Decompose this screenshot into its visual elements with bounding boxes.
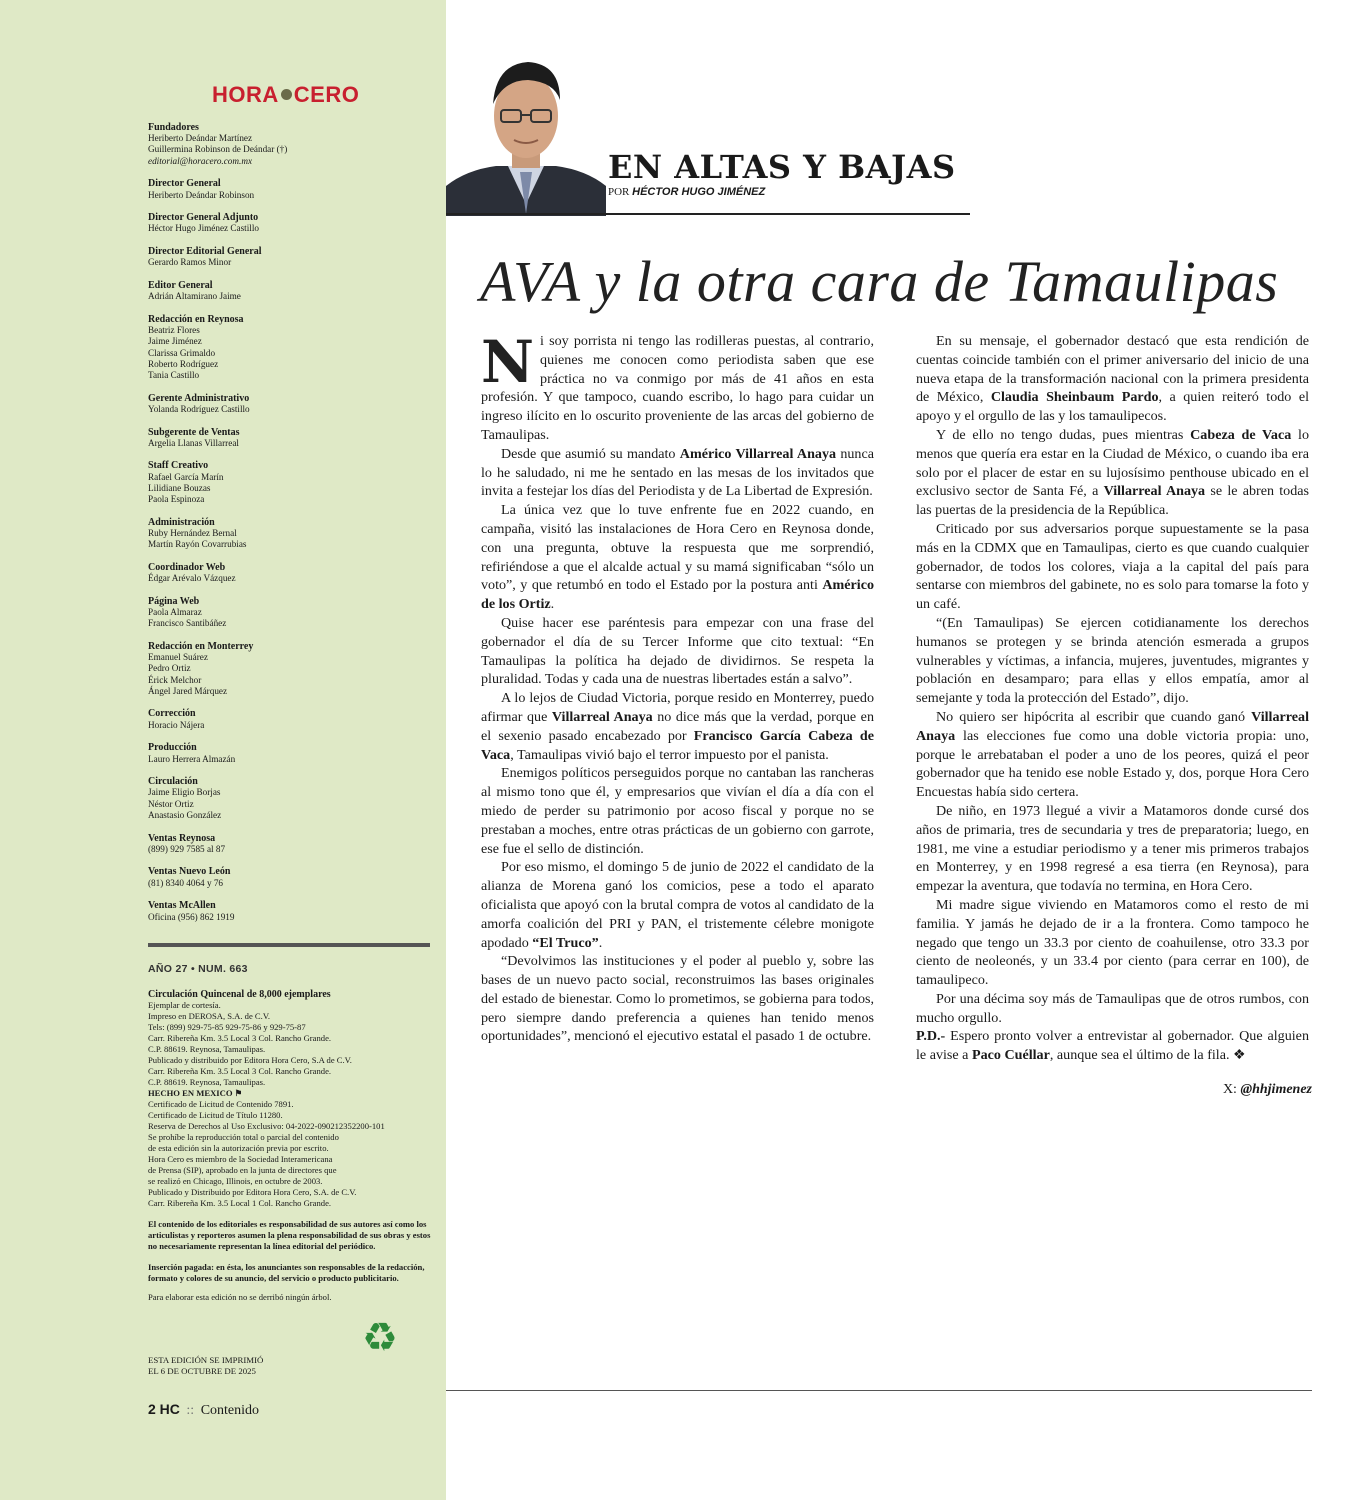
masthead-name: Lilidiane Bouzas: [148, 482, 211, 493]
masthead-name: Pedro Ortiz: [148, 663, 191, 674]
masthead-group: [148, 517, 433, 551]
masthead-role: Producción: [148, 742, 197, 754]
masthead-name: Paola Espinoza: [148, 494, 205, 505]
masthead-name: (81) 8340 4064 y 76: [148, 877, 224, 888]
masthead-role: Circulación: [148, 776, 198, 788]
column-title: EN ALTAS Y BAJAS: [608, 148, 956, 186]
masthead-name: Horacio Nájera: [148, 719, 205, 730]
masthead-name: Anastasio González: [148, 809, 222, 820]
paragraph: “(En Tamaulipas) Se ejercen cotidianamente los derechos humanos se protegen y se brinda atención esmerada a grupos vulnerables y víctimas, a infancia, mujeres, juventudes, migrantes y población en desamparo; para ellas y ellos empatía, amor al semejante y toda la protección del Estado”, dijo.: [916, 614, 1309, 707]
masthead-role: Director General Adjunto: [148, 212, 259, 224]
hora-cero-logo[interactable]: [212, 82, 359, 108]
masthead-group: [148, 246, 433, 268]
masthead-role: Corrección: [148, 708, 196, 720]
masthead-name: Érick Melchor: [148, 674, 202, 685]
paragraph: Y de ello no tengo dudas, pues mientras Cabeza de Vaca lo menos que quería era estar en la Ciudad de México, o cuando iba era solo por el placer de estar en su lujosísimo penthouse ubicado en el exclusivo sector de Santa Fé, a Villarreal Anaya se le abren todas las puertas de la presidencia de la República.: [916, 426, 1310, 519]
legal-line: Carr. Ribereña Km. 3.5 Local 3 Col. Rancho Grande.: [148, 1066, 332, 1076]
recycle-icon: ♻: [362, 1315, 398, 1360]
masthead-name: Roberto Rodríguez: [148, 358, 219, 369]
page-separator: ::: [186, 1403, 195, 1418]
masthead-group: [148, 393, 433, 415]
author-name: HÉCTOR HUGO JIMÉNEZ: [632, 186, 766, 198]
legal-line: C.P. 88619. Reynosa, Tamaulipas.: [148, 1077, 266, 1087]
legal-line: Se prohíbe la reproducción total o parcial del contenido: [148, 1132, 339, 1142]
section-name: Contenido: [200, 1403, 260, 1418]
masthead-name: Jaime Eligio Borjas: [148, 787, 221, 798]
paragraph: Ni soy porrista ni tengo las rodilleras puestas, al contrario, quienes me conocen como periodista saben que ese práctica no va conmigo por más de 41 años en esta profesión. Y que tampoco, cuando escribo, lo hago para cuidar un ingreso ilícito en lo oscurito proveniente de las arcas del gobierno de Tamaulipas.: [481, 328, 874, 443]
logo-right: CERO: [293, 82, 360, 107]
masthead-role: Administración: [148, 516, 215, 528]
masthead-name: Ruby Hernández Bernal: [148, 527, 237, 538]
masthead-role: Subgerente de Ventas: [148, 426, 240, 438]
masthead-name: (899) 929 7585 al 87: [148, 843, 226, 854]
legal-lines: [148, 1000, 433, 1088]
legal-line: C.P. 88619. Reynosa, Tamaulipas.: [148, 1044, 266, 1054]
paragraph: No quiero ser hipócrita al escribir que cuando ganó Villarreal Anaya las elecciones fue como una doble victoria propia: uno, porque le arrebataban el poder a uno de los peores, quizá el peor gobernador que ha tenido ese noble Estado y, dos, porque Hora Cero Encuestas había sido certera.: [916, 708, 1309, 801]
masthead-name: Martín Rayón Covarrubias: [148, 539, 247, 550]
paragraph: Por una décima soy más de Tamaulipas que de otros rumbos, con mucho orgullo.: [916, 990, 1309, 1026]
masthead-group: [148, 596, 433, 630]
masthead-name: Heriberto Deándar Martínez: [148, 133, 253, 144]
paragraph: A lo lejos de Ciudad Victoria, porque resido en Monterrey, puedo afirmar que Villarreal Anaya no dice más que la verdad, porque en el sexenio pasado encabezado por Francisco García Cabeza de Vaca, Tamaulipas vivió bajo el terror impuesto por el panista.: [481, 690, 874, 763]
postscript: P.D.- Espero pronto volver a entrevistar al gobernador. Que alguien le avise a Paco Cuéllar, aunque sea el último de la fila. ❖: [916, 1028, 1309, 1064]
masthead-group: [148, 900, 433, 922]
legal-line: Certificado de Licitud de Contenido 7891.: [148, 1099, 294, 1109]
masthead-name: Francisco Santibáñez: [148, 618, 227, 629]
masthead-role: Staff Creativo: [148, 460, 209, 472]
masthead-group: [148, 833, 433, 855]
legal-line: Impreso en DEROSA, S.A. de C.V.: [148, 1011, 271, 1021]
masthead-group: [148, 562, 433, 584]
masthead-role: Redacción en Reynosa: [148, 313, 244, 325]
masthead-group: [148, 742, 433, 764]
masthead-group: [148, 776, 433, 821]
paragraph: Por eso mismo, el domingo 5 de junio de 2022 el candidato de la alianza de Morena ganó los comicios, pese a todo el aparato oficialista que apoyó con la brutal compra de votos al candidato de la amorfa coalición del PRI y PAN, el tristemente célebre monigote apodado “El Truco”.: [481, 859, 874, 951]
masthead-name: Jaime Jiménez: [148, 336, 202, 347]
issue-number: AÑO 27 • NUM. 663: [148, 963, 248, 975]
column-rule: [446, 213, 970, 215]
masthead-role: Coordinador Web: [148, 561, 226, 573]
masthead-role: Ventas Nuevo León: [148, 866, 231, 878]
masthead-name: Yolanda Rodríguez Castillo: [148, 403, 250, 414]
paragraph: “Devolvimos las instituciones y el poder al pueblo y, sobre las bases de un nuevo pacto social, reconstruimos las bases originales del estado de bienestar. Como lo prometimos, se gobierna para todos, pero siempre dando preferencia a quienes han tenido menos oportunidades”, mencionó el ejecutivo estatal el pasado 1 de octubre.: [481, 953, 874, 1045]
sidebar: [0, 0, 446, 1500]
masthead-group: [148, 866, 433, 888]
masthead-name: Adrián Altamirano Jaime: [148, 291, 241, 302]
paragraph: Quise hacer ese paréntesis para empezar con una frase del gobernador el día de su Tercer Informe que cito textual: “En Tamaulipas la política ha dejado de dividirnos. Se respeta la pluralidad. Todas y cada una de nuestras libertades están a salvo”.: [481, 614, 874, 688]
paragraph: En su mensaje, el gobernador destacó que esta rendición de cuentas coincide también con el primer aniversario del inicio de una nueva etapa de la transformación nacional con la primera presidenta de México, Claudia Sheinbaum Pardo, a quien reiteró todo el apoyo y el orgullo de las y los tamaulipecos.: [916, 333, 1309, 425]
legal-line: de Prensa (SIP), aprobado en la junta de directores que: [148, 1165, 337, 1175]
masthead-name: Paola Almaraz: [148, 607, 202, 617]
legal-line: Hora Cero es miembro de la Sociedad Interamericana: [148, 1154, 333, 1164]
legal-lines-2: [148, 1099, 433, 1209]
masthead-role: Página Web: [148, 595, 200, 607]
masthead-role: Ventas McAllen: [148, 900, 216, 912]
paragraph: Desde que asumió su mandato Américo Villarreal Anaya nunca lo he saludado, ni me he sentado en las mesas de los invitados que invita a festejar los días del Periodista y de La Libertad de Expresión.: [481, 445, 874, 500]
masthead-name: Guillermina Robinson de Deándar (†): [148, 144, 288, 155]
footer-rule: [446, 1390, 1312, 1391]
byline: POR HÉCTOR HUGO JIMÉNEZ: [608, 186, 766, 198]
mexico-flag-icon: ⚑: [234, 1088, 243, 1098]
drop-cap: N: [481, 328, 535, 396]
masthead-name: Oficina (956) 862 1919: [148, 911, 235, 922]
twitter-handle: @hhjimenez: [1240, 1082, 1312, 1097]
masthead-name: Édgar Arévalo Vázquez: [148, 573, 236, 584]
masthead-name: Argelia Llanas Villarreal: [148, 437, 239, 448]
tree-note: Para elaborar esta edición no se derribó ningún árbol.: [148, 1292, 332, 1302]
masthead-name: Clarissa Grimaldo: [148, 347, 216, 358]
legal-line: Publicado y distribuido por Editora Hora Cero, S.A de C.V.: [148, 1055, 352, 1065]
article-column-1: [481, 328, 874, 1046]
masthead-name: Emanuel Suárez: [148, 652, 208, 663]
masthead-group: [148, 427, 433, 449]
masthead-name: Ángel Jared Márquez: [148, 685, 228, 696]
legal-line: Carr. Ribereña Km. 3.5 Local 3 Col. Rancho Grande.: [148, 1033, 332, 1043]
masthead-group: [148, 280, 433, 302]
masthead-role: Director General: [148, 178, 221, 190]
masthead-group: [148, 178, 433, 200]
paid-insertion-note: Inserción pagada: en ésta, los anunciantes son responsables de la redacción, formato y colores de su anuncio, del servicio o producto publicitario.: [148, 1262, 425, 1283]
legal-line: Certificado de Licitud de Título 11280.: [148, 1110, 283, 1120]
legal-info: [148, 964, 433, 1303]
legal-line: se realizó en Chicago, Illinois, en octubre de 2003.: [148, 1176, 323, 1186]
masthead-group: [148, 314, 433, 381]
page-number: 2 HC: [148, 1401, 180, 1417]
masthead-role: Editor General: [148, 280, 213, 292]
legal-line: Publicado y Distribuido por Editora Hora Cero, S.A. de C.V.: [148, 1187, 357, 1197]
masthead-name: Néstor Ortiz: [148, 798, 194, 809]
masthead-name: Heriberto Deándar Robinson: [148, 189, 255, 200]
masthead-group: [148, 708, 433, 730]
logo-left: HORA: [212, 82, 279, 107]
circulation: Circulación Quincenal de 8,000 ejemplares: [148, 989, 331, 1000]
masthead-name: Lauro Herrera Almazán: [148, 753, 236, 764]
paragraph: Criticado por sus adversarios porque supuestamente se la pasa más en la CDMX que en Tamaulipas, cierto es que cuando cualquier gobernador, de todos los colores, viaja a la capital del país para sentarse con miembros del gabinete, no es solo para tomarse la foto y un café.: [916, 520, 1309, 613]
paragraph: Mi madre sigue viviendo en Matamoros como el resto de mi familia. Y jamás he dejado de ir a la frontera. Como tampoco he negado que tengo un 33.3 por ciento de coahuilense, otro 33.3 por ciento de neoleonés, y un 33.4 por ciento (para cerrar en 100), de tamaulipeco.: [916, 896, 1309, 989]
masthead-group: [148, 460, 433, 505]
masthead-group: [148, 122, 433, 167]
masthead-role: Redacción en Monterrey: [148, 640, 254, 652]
legal-line: Ejemplar de cortesía.: [148, 1000, 221, 1010]
made-in-mexico: HECHO EN MEXICO ⚑: [148, 1088, 243, 1098]
legal-line: Carr. Ribereña Km. 3.5 Local 1 Col. Rancho Grande.: [148, 1198, 332, 1208]
masthead-role: Director Editorial General: [148, 246, 262, 258]
masthead-group: [148, 641, 433, 697]
legal-line: Reserva de Derechos al Uso Exclusivo: 04-2022-090212352200-101: [148, 1121, 385, 1131]
author-photo: [446, 54, 606, 216]
paragraph: De niño, en 1973 llegué a vivir a Matamoros donde cursé dos años de primaria, tres de secundaria y tres de preparatoria; luego, en 1981, me vine a estudiar periodismo y a tener mis primeros trabajos en Monterrey, y en 1998 regresé a esa tierra (en Reynosa), para empezar la aventura, que todavía no termina, en Hora Cero.: [916, 802, 1309, 895]
masthead-name: Gerardo Ramos Minor: [148, 257, 232, 268]
page-label: [148, 1401, 259, 1419]
editorial-email[interactable]: editorial@horacero.com.mx: [148, 155, 253, 166]
legal-line: Tels: (899) 929-75-85 929-75-86 y 929-75-87: [148, 1022, 306, 1032]
masthead-role: Ventas Reynosa: [148, 832, 216, 844]
author-social-handle[interactable]: X: @hhjimenez: [1222, 1082, 1312, 1097]
masthead-name: Héctor Hugo Jiménez Castillo: [148, 223, 259, 234]
masthead: [148, 122, 433, 934]
print-date: ESTA EDICIÓN SE IMPRIMIÓ EL 6 DE OCTUBRE DE 2025: [148, 1355, 264, 1376]
disclaimer: El contenido de los editoriales es responsabilidad de sus autores así como los articulistas y reporteros asumen la plena responsabilidad de sus obras y estos no necesariamente representan la línea editorial del periódico.: [148, 1219, 431, 1251]
masthead-role: Fundadores: [148, 122, 199, 133]
logo-globe-icon: [281, 89, 292, 100]
legal-line: de esta edición sin la autorización previa por escrito.: [148, 1143, 329, 1153]
masthead-name: Tania Castillo: [148, 369, 200, 380]
article-column-2: [916, 332, 1309, 1065]
masthead-role: Gerente Administrativo: [148, 392, 250, 404]
masthead-name: Beatriz Flores: [148, 325, 200, 336]
masthead-divider: [148, 943, 430, 947]
paragraph: Enemigos políticos perseguidos porque no cantaban las rancheras al mismo tono que él, y empresarios que vivían el día a día con el miedo de perder su patrimonio por acoso fiscal y porque no se prestaban a moches, entre otras prácticas de un gobierno con garrote, ese fue el sello de distinción.: [481, 765, 874, 857]
masthead-name: Rafael García Marín: [148, 471, 224, 482]
masthead-group: [148, 212, 433, 234]
paragraph: La única vez que lo tuve enfrente fue en 2022 cuando, en campaña, visitó las instalaciones de Hora Cero en Reynosa donde, con una pregunta, obtuve la respuesta que me sorprendió, refiriéndose a que el alcalde actual y su mamá significaban “sólo un voto”, y que retumbó en todo el Estado por la postura anti Américo de los Ortiz.: [481, 502, 874, 613]
article-headline: AVA y la otra cara de Tamaulipas: [480, 249, 1279, 314]
